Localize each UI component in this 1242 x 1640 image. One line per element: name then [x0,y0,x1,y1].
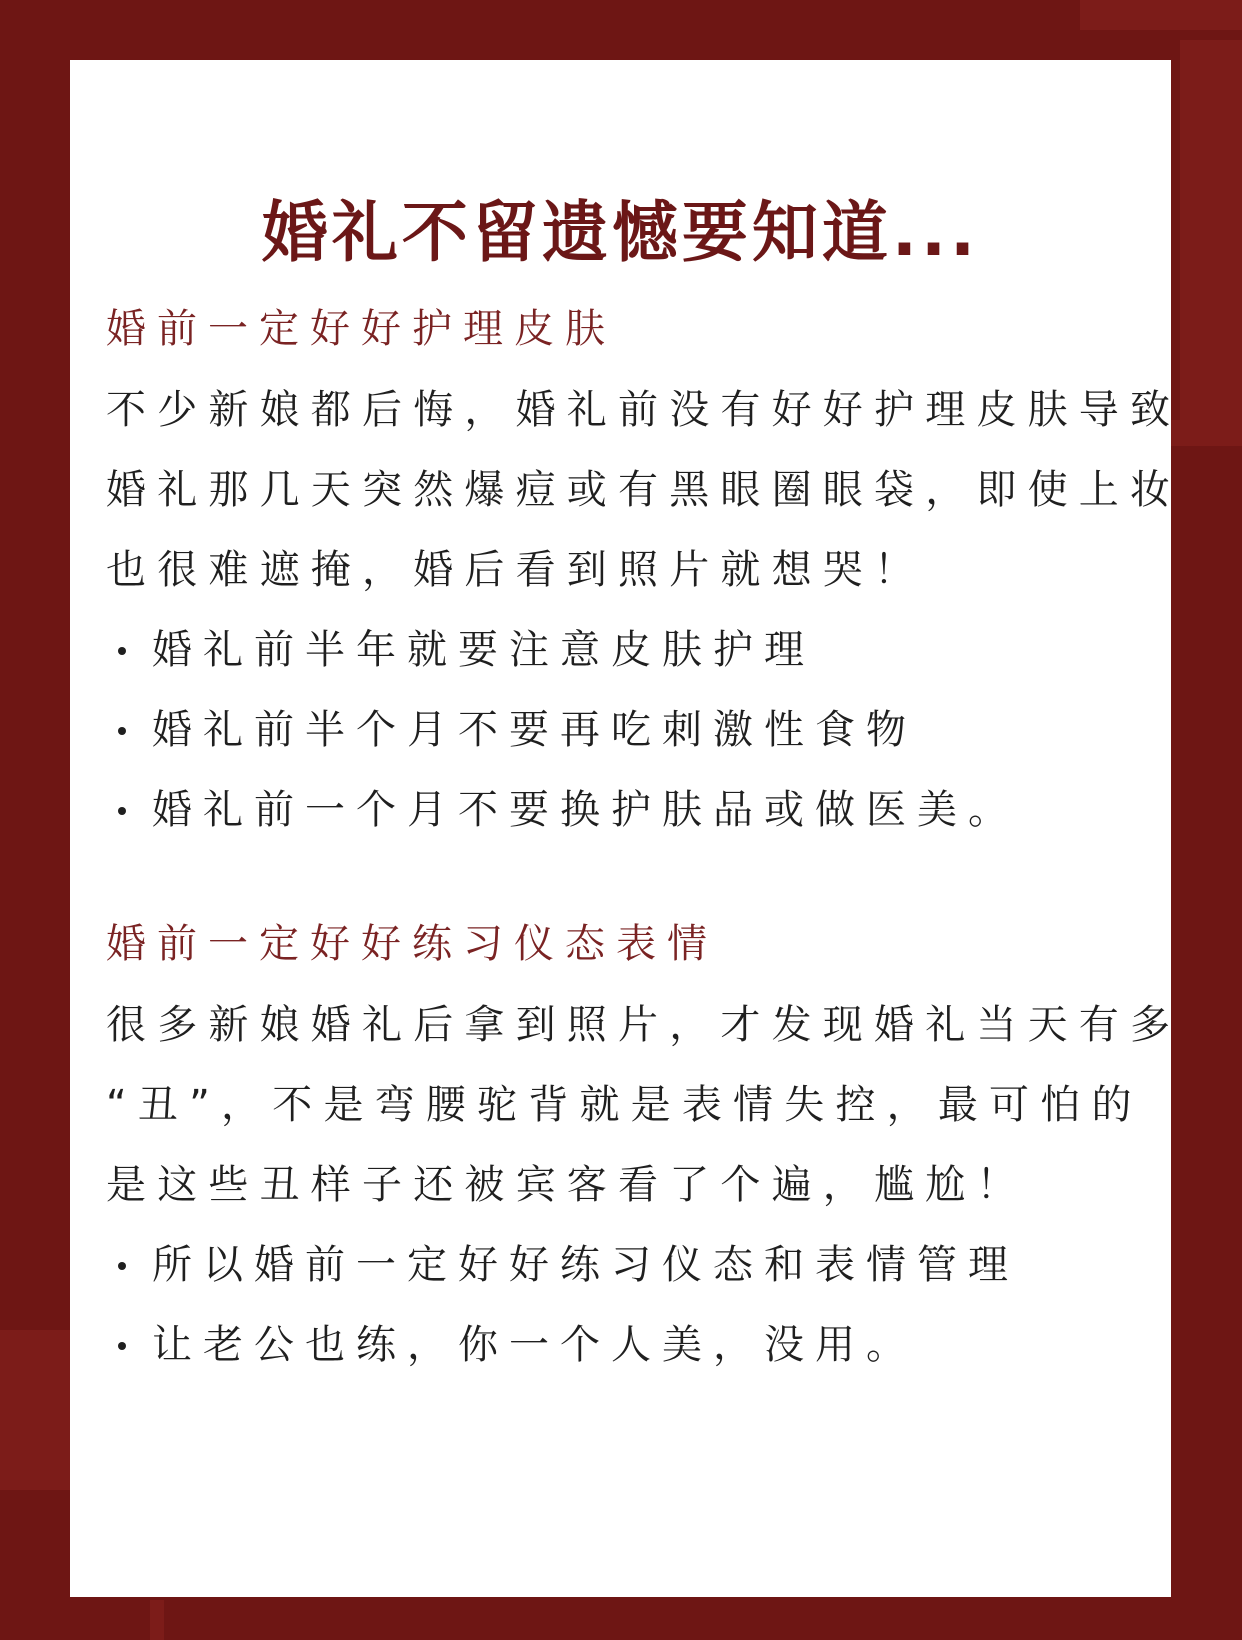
bullet-icon [118,1262,126,1270]
list-item-text: 婚礼前半个月不要再吃刺激性食物 [152,707,917,753]
bullet-icon [118,647,126,655]
bullet-icon [118,807,126,815]
paragraph-line: 也很难遮掩，婚后看到照片就想哭！ [106,547,926,593]
list-item [106,1225,1136,1305]
list-item-text: 婚礼前半年就要注意皮肤护理 [152,627,815,673]
list-item [106,610,1136,690]
paragraph-line: 是这些丑样子还被宾客看了个遍，尴尬！ [106,1162,1028,1208]
section-heading: 婚前一定好好练习仪态表情 [106,921,718,967]
list-item-text: 所以婚前一定好好练习仪态和表情管理 [152,1242,1019,1288]
section-heading: 婚前一定好好护理皮肤 [106,306,616,352]
list-item-text: 婚礼前一个月不要换护肤品或做医美。 [152,787,1019,833]
list-item [106,690,1136,770]
section-posture-expression [106,915,1182,1385]
paragraph-line: 很多新娘婚礼后拿到照片，才发现婚礼当天有多 [106,1002,1182,1048]
page-title: 婚礼不留遗憾要知道... [261,194,980,271]
bullet-icon [118,1342,126,1350]
list-item-text: 让老公也练，你一个人美，没用。 [152,1322,917,1368]
paragraph-line: “丑”，不是弯腰驼背就是表情失控，最可怕的 [106,1082,1143,1128]
list-item [106,770,1136,850]
bullet-icon [118,727,126,735]
paragraph-line: 不少新娘都后悔，婚礼前没有好好护理皮肤导致 [106,387,1182,433]
section-skin-care [106,300,1182,850]
list-item [106,1305,1136,1385]
paragraph-line: 婚礼那几天突然爆痘或有黑眼圈眼袋，即使上妆 [106,467,1182,513]
content-card [70,60,1182,1597]
